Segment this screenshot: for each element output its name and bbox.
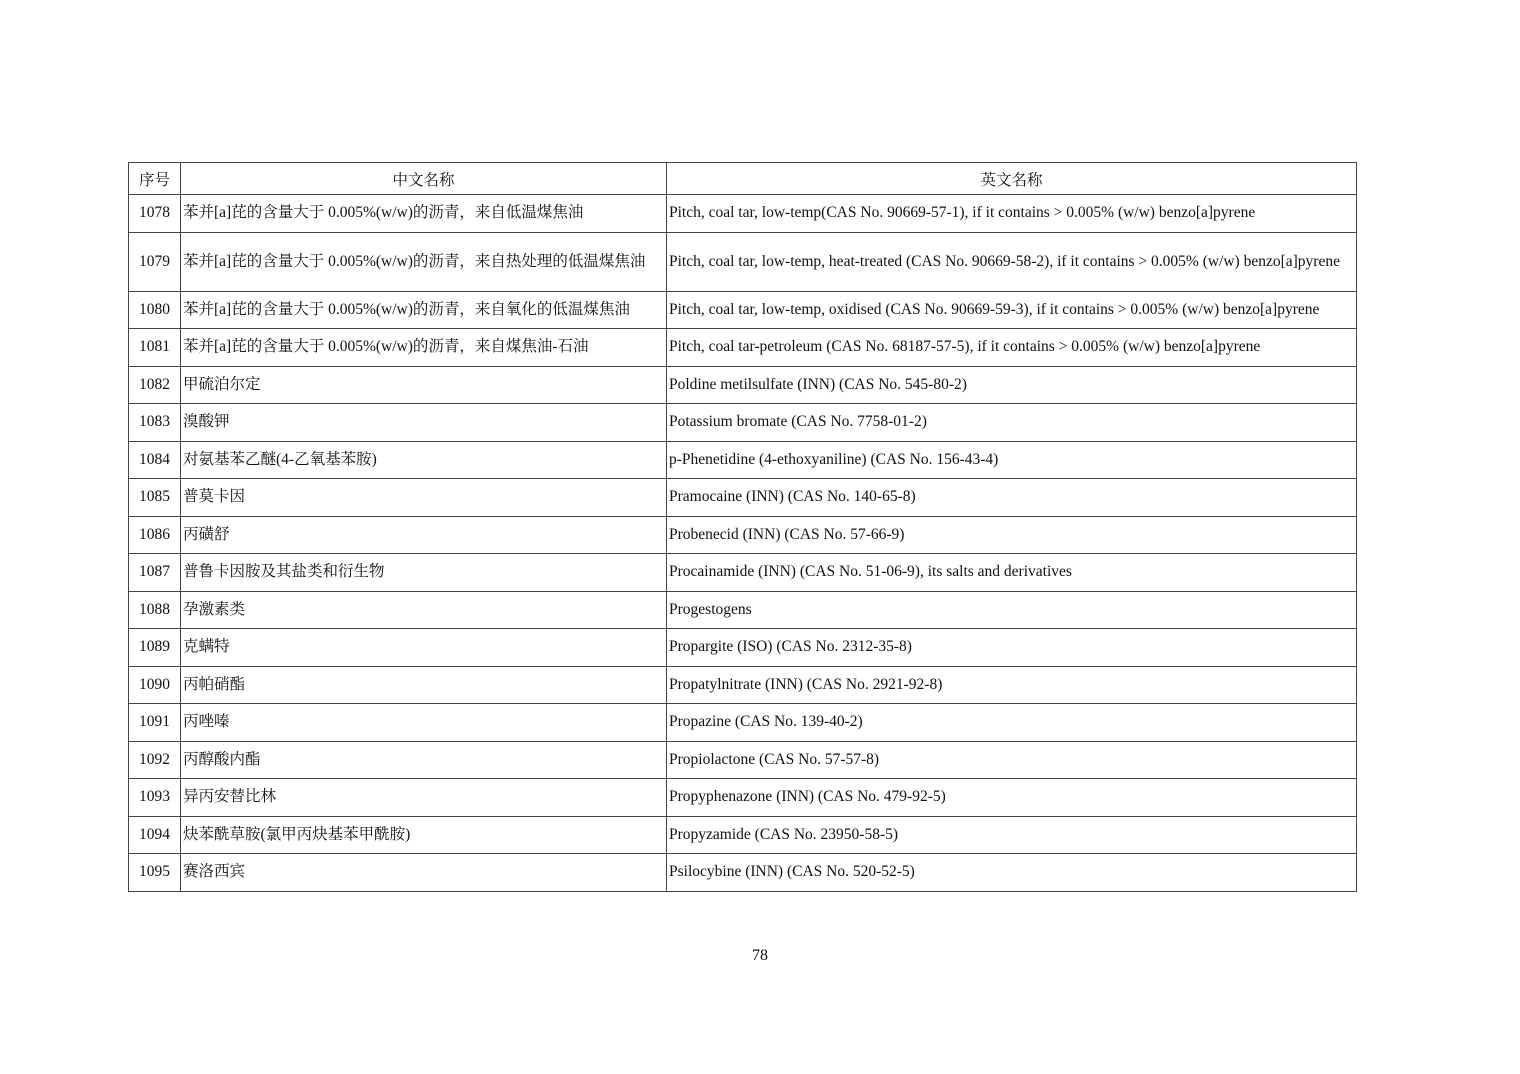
english-name: Propargite (ISO) (CAS No. 2312-35-8) [667, 629, 1357, 667]
table-row [129, 854, 1357, 892]
chinese-name: 丙唑嗪 [181, 704, 667, 742]
row-number: 1093 [129, 779, 181, 817]
chinese-name: 普鲁卡因胺及其盐类和衍生物 [181, 554, 667, 592]
table-row [129, 366, 1357, 404]
row-number: 1084 [129, 441, 181, 479]
english-name: Pitch, coal tar, low-temp, oxidised (CAS No. 90669-59-3), if it contains > 0.005% (w/w) benzo[a]pyrene [667, 291, 1357, 329]
table-row [129, 232, 1357, 291]
chinese-name: 丙磺舒 [181, 516, 667, 554]
english-name: Psilocybine (INN) (CAS No. 520-52-5) [667, 854, 1357, 892]
english-name: Propazine (CAS No. 139-40-2) [667, 704, 1357, 742]
row-number: 1086 [129, 516, 181, 554]
row-number: 1088 [129, 591, 181, 629]
header-num: 序号 [129, 163, 181, 195]
table-row [129, 629, 1357, 667]
table-row [129, 554, 1357, 592]
english-name: Propatylnitrate (INN) (CAS No. 2921-92-8) [667, 666, 1357, 704]
english-name: Pitch, coal tar, low-temp, heat-treated (CAS No. 90669-58-2), if it contains > 0.005% (w/w) benzo[a]pyrene [667, 232, 1357, 291]
row-number: 1079 [129, 232, 181, 291]
chinese-name: 克螨特 [181, 629, 667, 667]
row-number: 1078 [129, 195, 181, 233]
row-number: 1087 [129, 554, 181, 592]
table-row [129, 329, 1357, 367]
chinese-name: 丙醇酸内酯 [181, 741, 667, 779]
table-body [129, 195, 1357, 892]
chinese-name: 对氨基苯乙醚(4-乙氧基苯胺) [181, 441, 667, 479]
chinese-name: 苯并[a]芘的含量大于 0.005%(w/w)的沥青，来自煤焦油-石油 [181, 329, 667, 367]
chinese-name: 苯并[a]芘的含量大于 0.005%(w/w)的沥青，来自低温煤焦油 [181, 195, 667, 233]
english-name: Potassium bromate (CAS No. 7758-01-2) [667, 404, 1357, 442]
chinese-name: 甲硫泊尔定 [181, 366, 667, 404]
header-chinese-name: 中文名称 [181, 163, 667, 195]
chinese-name: 苯并[a]芘的含量大于 0.005%(w/w)的沥青，来自氧化的低温煤焦油 [181, 291, 667, 329]
row-number: 1089 [129, 629, 181, 667]
english-name: p-Phenetidine (4-ethoxyaniline) (CAS No. 156-43-4) [667, 441, 1357, 479]
english-name: Procainamide (INN) (CAS No. 51-06-9), its salts and derivatives [667, 554, 1357, 592]
table-row [129, 291, 1357, 329]
table-row [129, 816, 1357, 854]
table-row [129, 704, 1357, 742]
row-number: 1080 [129, 291, 181, 329]
row-number: 1090 [129, 666, 181, 704]
english-name: Propyphenazone (INN) (CAS No. 479-92-5) [667, 779, 1357, 817]
page-number: 78 [752, 947, 768, 964]
table-row [129, 441, 1357, 479]
header-english-name: 英文名称 [667, 163, 1357, 195]
row-number: 1092 [129, 741, 181, 779]
table-row [129, 516, 1357, 554]
table-row [129, 404, 1357, 442]
table-row [129, 741, 1357, 779]
english-name: Probenecid (INN) (CAS No. 57-66-9) [667, 516, 1357, 554]
chinese-name: 孕激素类 [181, 591, 667, 629]
table-row [129, 779, 1357, 817]
english-name: Propiolactone (CAS No. 57-57-8) [667, 741, 1357, 779]
row-number: 1094 [129, 816, 181, 854]
english-name: Pitch, coal tar-petroleum (CAS No. 68187-57-5), if it contains > 0.005% (w/w) benzo[a]pyrene [667, 329, 1357, 367]
chinese-name: 苯并[a]芘的含量大于 0.005%(w/w)的沥青，来自热处理的低温煤焦油 [181, 232, 667, 291]
table-row [129, 666, 1357, 704]
row-number: 1091 [129, 704, 181, 742]
english-name: Pitch, coal tar, low-temp(CAS No. 90669-57-1), if it contains > 0.005% (w/w) benzo[a]pyrene [667, 195, 1357, 233]
chinese-name: 溴酸钾 [181, 404, 667, 442]
table-row [129, 195, 1357, 233]
row-number: 1081 [129, 329, 181, 367]
row-number: 1085 [129, 479, 181, 517]
english-name: Pramocaine (INN) (CAS No. 140-65-8) [667, 479, 1357, 517]
chinese-name: 赛洛西宾 [181, 854, 667, 892]
row-number: 1095 [129, 854, 181, 892]
table-row [129, 591, 1357, 629]
english-name: Progestogens [667, 591, 1357, 629]
english-name: Propyzamide (CAS No. 23950-58-5) [667, 816, 1357, 854]
row-number: 1082 [129, 366, 181, 404]
chinese-name: 炔苯酰草胺(氯甲丙炔基苯甲酰胺) [181, 816, 667, 854]
substance-table [128, 162, 1357, 892]
table-header-row [129, 163, 1357, 195]
chinese-name: 丙帕硝酯 [181, 666, 667, 704]
chinese-name: 普莫卡因 [181, 479, 667, 517]
row-number: 1083 [129, 404, 181, 442]
chinese-name: 异丙安替比林 [181, 779, 667, 817]
english-name: Poldine metilsulfate (INN) (CAS No. 545-80-2) [667, 366, 1357, 404]
table-row [129, 479, 1357, 517]
